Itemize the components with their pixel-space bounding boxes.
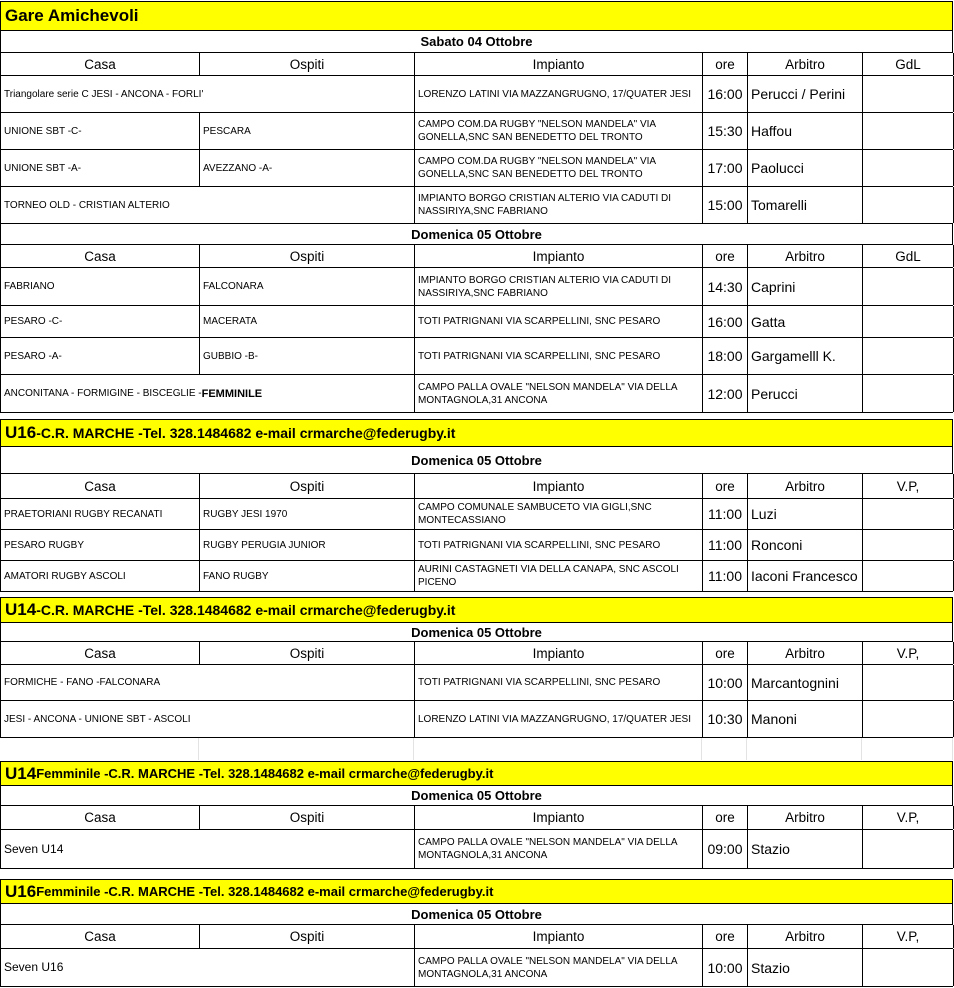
table-row: [0, 949, 953, 987]
day-header: Sabato 04 Ottobre: [0, 31, 953, 53]
blank-cell: [862, 738, 953, 760]
day-header: Domenica 05 Ottobre: [0, 224, 953, 245]
impianto-text: CAMPO PALLA OVALE "NELSON MANDELA" VIA DELLA MONTAGNOLA,31 ANCONA: [418, 381, 678, 406]
col-arbitro-header: Arbitro: [748, 53, 863, 75]
blank-cell: [702, 738, 747, 760]
impianto-text: IMPIANTO BORGO CRISTIAN ALTERIO VIA CADUTI DI NASSIRIYA,SNC FABRIANO: [418, 274, 672, 299]
table-row: [0, 561, 953, 592]
category-contact-info: -C.R. MARCHE -Tel. 328.1484682 e-mail crmarche@federugby.it: [36, 602, 456, 618]
ospiti-cell: [200, 113, 415, 149]
impianto-cell: [415, 701, 703, 737]
table-row: [0, 113, 953, 150]
casa-cell: [1, 561, 200, 591]
arbitro-cell: [748, 830, 863, 868]
impianto-text: CAMPO COMUNALE SAMBUCETO VIA GIGLI,SNC MONTECASSIANO: [418, 502, 652, 526]
impianto-text: TOTI PATRIGNANI VIA SCARPELLINI, SNC PESARO: [418, 316, 661, 327]
ospiti-text: FANO RUGBY: [203, 570, 269, 582]
impianto-cell: [415, 530, 703, 560]
ospiti-cell: [200, 530, 415, 560]
arbitro-text: Haffou: [751, 123, 792, 139]
category-contact-info: -C.R. MARCHE -Tel. 328.1484682 e-mail crmarche@federugby.it: [36, 425, 456, 441]
col-impianto-header: Impianto: [415, 53, 703, 75]
impianto-text: CAMPO PALLA OVALE "NELSON MANDELA" VIA DELLA MONTAGNOLA,31 ANCONA: [418, 837, 678, 861]
impianto-text: TOTI PATRIGNANI VIA SCARPELLINI, SNC PESARO: [418, 677, 661, 688]
casa-cell: [1, 499, 200, 529]
casa-text: FABRIANO: [4, 281, 55, 292]
arbitro-cell: [748, 949, 863, 986]
col-casa-header: Casa: [1, 53, 200, 75]
col-impianto-header: Impianto: [415, 806, 703, 829]
casa-cell: [1, 830, 415, 868]
ospiti-cell: [200, 499, 415, 529]
casa-text: PESARO -A-: [4, 350, 62, 362]
arbitro-text: Gargamelll K.: [751, 348, 836, 364]
ospiti-cell: [200, 338, 415, 374]
col-impianto-header: Impianto: [415, 642, 703, 664]
extra-cell: [863, 530, 954, 560]
ore-cell: 15:00: [703, 187, 748, 223]
col-impianto-header: Impianto: [415, 925, 703, 948]
casa-text: AMATORI RUGBY ASCOLI: [4, 570, 126, 582]
casa-cell: [1, 338, 200, 374]
casa-text: TORNEO OLD - CRISTIAN ALTERIO: [4, 199, 170, 211]
arbitro-cell: [748, 338, 863, 374]
arbitro-text: Perucci / Perini: [751, 86, 846, 102]
table-row: [0, 150, 953, 187]
arbitro-text: Marcantognini: [751, 674, 839, 691]
col-ospiti-header: Ospiti: [200, 642, 415, 664]
day-header: Domenica 05 Ottobre: [0, 447, 953, 474]
ospiti-text: FALCONARA: [203, 281, 264, 292]
casa-cell: [1, 949, 415, 986]
col-extra-header: V.P,: [863, 474, 954, 498]
ore-cell: 16:00: [703, 76, 748, 112]
extra-cell: [863, 306, 954, 337]
casa-cell: [1, 76, 415, 112]
col-extra-header: GdL: [863, 53, 954, 75]
ore-cell: 10:00: [703, 665, 748, 700]
col-casa-header: Casa: [1, 642, 200, 664]
ore-cell: 10:00: [703, 949, 748, 986]
table-row: [0, 499, 953, 530]
extra-cell: [863, 499, 954, 529]
impianto-cell: [415, 499, 703, 529]
arbitro-cell: [748, 306, 863, 337]
arbitro-text: Iaconi Francesco: [751, 568, 858, 584]
col-extra-header: V.P,: [863, 806, 954, 829]
impianto-cell: [415, 113, 703, 149]
arbitro-cell: [748, 113, 863, 149]
section-header-u16-femminile: [0, 879, 953, 904]
impianto-text: AURINI CASTAGNETI VIA DELLA CANAPA, SNC ASCOLI PICENO: [418, 564, 679, 588]
col-casa-header: Casa: [1, 474, 200, 498]
casa-cell: [1, 306, 200, 337]
col-arbitro-header: Arbitro: [748, 806, 863, 829]
casa-text: ANCONITANA - FORMIGINE - BISCEGLIE -: [4, 388, 202, 399]
category-contact-info: Femminile -C.R. MARCHE -Tel. 328.1484682 e-mail crmarche@federugby.it: [36, 884, 494, 899]
casa-cell: [1, 268, 200, 305]
extra-cell: [863, 375, 954, 412]
col-ore-header: ore: [703, 474, 748, 498]
impianto-cell: [415, 665, 703, 700]
casa-cell: [1, 113, 200, 149]
col-arbitro-header: Arbitro: [748, 474, 863, 498]
table-row: [0, 268, 953, 306]
casa-cell: [1, 665, 415, 700]
table-row: [0, 530, 953, 561]
ore-cell: 17:00: [703, 150, 748, 186]
category-label: Gare Amichevoli: [5, 6, 139, 25]
arbitro-cell: [748, 187, 863, 223]
extra-cell: [863, 150, 954, 186]
day-header: Domenica 05 Ottobre: [0, 623, 953, 642]
arbitro-cell: [748, 375, 863, 412]
col-ore-header: ore: [703, 53, 748, 75]
arbitro-cell: [748, 268, 863, 305]
col-extra-header: GdL: [863, 245, 954, 267]
arbitro-text: Luzi: [751, 506, 777, 522]
col-ore-header: ore: [703, 925, 748, 948]
casa-cell: [1, 150, 200, 186]
col-casa-header: Casa: [1, 806, 200, 829]
impianto-cell: [415, 306, 703, 337]
ospiti-cell: [200, 561, 415, 591]
impianto-text: CAMPO PALLA OVALE "NELSON MANDELA" VIA DELLA MONTAGNOLA,31 ANCONA: [418, 955, 678, 980]
section-header-u14-femminile: [0, 761, 953, 786]
casa-text: Triangolare serie C JESI - ANCONA - FORLI': [4, 88, 204, 100]
impianto-text: IMPIANTO BORGO CRISTIAN ALTERIO VIA CADUTI DI NASSIRIYA,SNC FABRIANO: [418, 193, 672, 217]
col-ore-header: ore: [703, 642, 748, 664]
arbitro-cell: [748, 530, 863, 560]
ospiti-text: GUBBIO -B-: [203, 350, 259, 362]
arbitro-text: Paolucci: [751, 160, 804, 176]
arbitro-text: Caprini: [751, 278, 796, 295]
ore-cell: 11:00: [703, 561, 748, 591]
arbitro-cell: [748, 150, 863, 186]
impianto-text: TOTI PATRIGNANI VIA SCARPELLINI, SNC PESARO: [418, 539, 661, 551]
ospiti-cell: [200, 306, 415, 337]
extra-cell: [863, 949, 954, 986]
ore-cell: 11:00: [703, 530, 748, 560]
column-header-row: [0, 642, 953, 665]
blank-cell: [0, 738, 199, 760]
extra-cell: [863, 268, 954, 305]
column-header-row: [0, 474, 953, 499]
impianto-cell: [415, 830, 703, 868]
extra-cell: [863, 830, 954, 868]
col-ospiti-header: Ospiti: [200, 245, 415, 267]
ore-cell: 15:30: [703, 113, 748, 149]
impianto-cell: [415, 268, 703, 305]
ospiti-text: RUGBY JESI 1970: [203, 508, 288, 520]
arbitro-cell: [748, 701, 863, 737]
impianto-text: LORENZO LATINI VIA MAZZANGRUGNO, 17/QUATER JESI: [418, 88, 692, 100]
column-header-row: [0, 53, 953, 76]
casa-text: JESI - ANCONA - UNIONE SBT - ASCOLI: [4, 713, 191, 725]
category-label: U14: [5, 600, 37, 619]
page-title: [0, 1, 953, 31]
blank-cell: [199, 738, 414, 760]
casa-text: UNIONE SBT -A-: [4, 162, 82, 174]
day-header: Domenica 05 Ottobre: [0, 786, 953, 806]
col-casa-header: Casa: [1, 245, 200, 267]
extra-cell: [863, 76, 954, 112]
table-row: [0, 830, 953, 869]
casa-cell: [1, 530, 200, 560]
category-label: U14: [5, 763, 37, 783]
table-row: [0, 187, 953, 224]
col-impianto-header: Impianto: [415, 245, 703, 267]
col-ospiti-header: Ospiti: [200, 925, 415, 948]
col-arbitro-header: Arbitro: [748, 925, 863, 948]
ore-cell: 12:00: [703, 375, 748, 412]
col-extra-header: V.P,: [863, 925, 954, 948]
ore-cell: 14:30: [703, 268, 748, 305]
casa-text: PESARO -C-: [4, 316, 63, 327]
arbitro-cell: [748, 499, 863, 529]
column-header-row: [0, 925, 953, 949]
impianto-text: LORENZO LATINI VIA MAZZANGRUGNO, 17/QUATER JESI: [418, 713, 692, 725]
blank-cell: [747, 738, 862, 760]
arbitro-cell: [748, 561, 863, 591]
arbitro-cell: [748, 76, 863, 112]
blank-cell: [414, 738, 702, 760]
section-header-u16: [0, 419, 953, 447]
column-header-row: [0, 806, 953, 830]
casa-text: PESARO RUGBY: [4, 539, 85, 551]
ore-cell: 18:00: [703, 338, 748, 374]
table-row: [0, 306, 953, 338]
casa-text: FORMICHE - FANO -FALCONARA: [4, 677, 161, 688]
casa-cell: [1, 187, 415, 223]
ospiti-cell: [200, 150, 415, 186]
casa-text: PRAETORIANI RUGBY RECANATI: [4, 508, 163, 520]
col-arbitro-header: Arbitro: [748, 245, 863, 267]
table-row: [0, 375, 953, 413]
impianto-cell: [415, 150, 703, 186]
col-impianto-header: Impianto: [415, 474, 703, 498]
day-header: Domenica 05 Ottobre: [0, 904, 953, 925]
table-row: [0, 76, 953, 113]
impianto-cell: [415, 76, 703, 112]
impianto-cell: [415, 187, 703, 223]
impianto-text: CAMPO COM.DA RUGBY "NELSON MANDELA" VIA GONELLA,SNC SAN BENEDETTO DEL TRONTO: [418, 119, 656, 143]
extra-cell: [863, 338, 954, 374]
ore-cell: 09:00: [703, 830, 748, 868]
category-contact-info: Femminile -C.R. MARCHE -Tel. 328.1484682 e-mail crmarche@federugby.it: [36, 766, 494, 781]
casa-cell: [1, 375, 415, 412]
impianto-cell: [415, 561, 703, 591]
impianto-cell: [415, 949, 703, 986]
category-label: U16: [5, 423, 37, 442]
col-ospiti-header: Ospiti: [200, 53, 415, 75]
table-row: [0, 701, 953, 738]
col-extra-header: V.P,: [863, 642, 954, 664]
ospiti-text: PESCARA: [203, 125, 251, 137]
ospiti-text: RUGBY PERUGIA JUNIOR: [203, 539, 326, 551]
arbitro-text: Perucci: [751, 385, 798, 402]
section-header-u14: [0, 597, 953, 623]
category-label: U16: [5, 881, 37, 901]
arbitro-text: Manoni: [751, 711, 797, 727]
col-ospiti-header: Ospiti: [200, 806, 415, 829]
ospiti-text: AVEZZANO -A-: [203, 162, 273, 174]
casa-cell: [1, 701, 415, 737]
casa-text: UNIONE SBT -C-: [4, 125, 82, 137]
arbitro-text: Gatta: [751, 313, 786, 330]
impianto-text: TOTI PATRIGNANI VIA SCARPELLINI, SNC PESARO: [418, 350, 661, 362]
impianto-cell: [415, 375, 703, 412]
blank-row: [0, 738, 953, 760]
ore-cell: 16:00: [703, 306, 748, 337]
extra-cell: [863, 113, 954, 149]
column-header-row: [0, 245, 953, 268]
arbitro-text: Ronconi: [751, 537, 803, 553]
extra-cell: [863, 561, 954, 591]
extra-cell: [863, 665, 954, 700]
arbitro-text: Tomarelli: [751, 197, 808, 213]
arbitro-text: Stazio: [751, 959, 790, 976]
col-ore-header: ore: [703, 245, 748, 267]
ospiti-text: MACERATA: [203, 316, 258, 327]
extra-cell: [863, 701, 954, 737]
col-casa-header: Casa: [1, 925, 200, 948]
arbitro-text: Stazio: [751, 841, 790, 857]
ospiti-cell: [200, 268, 415, 305]
col-ore-header: ore: [703, 806, 748, 829]
table-row: [0, 665, 953, 701]
arbitro-cell: [748, 665, 863, 700]
impianto-cell: [415, 338, 703, 374]
ore-cell: 11:00: [703, 499, 748, 529]
ore-cell: 10:30: [703, 701, 748, 737]
casa-text: Seven U14: [4, 841, 64, 856]
extra-cell: [863, 187, 954, 223]
impianto-text: CAMPO COM.DA RUGBY "NELSON MANDELA" VIA GONELLA,SNC SAN BENEDETTO DEL TRONTO: [418, 156, 656, 180]
casa-text: Seven U16: [4, 960, 64, 974]
col-arbitro-header: Arbitro: [748, 642, 863, 664]
col-ospiti-header: Ospiti: [200, 474, 415, 498]
table-row: [0, 338, 953, 375]
casa-bold-text: FEMMINILE: [201, 387, 263, 400]
